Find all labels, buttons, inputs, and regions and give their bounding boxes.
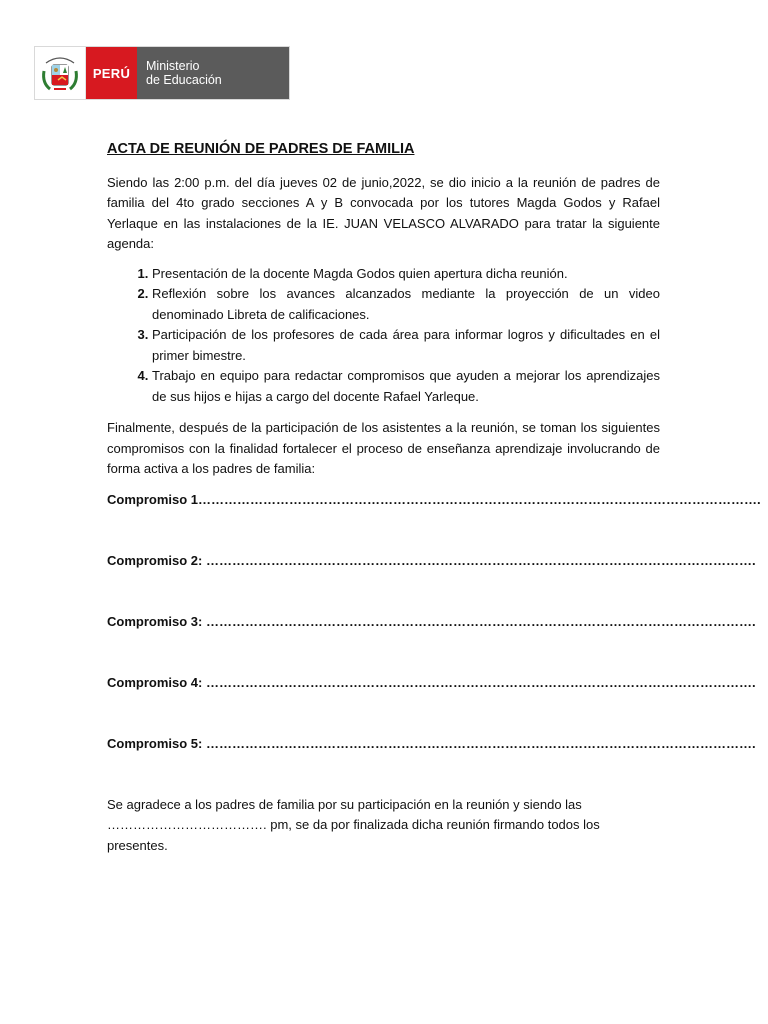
agenda-item: 4. Trabajo en equipo para redactar compromisos que ayuden a mejorar los aprendizajes de sus hijos e hijas a cargo del docente Rafael Yarleque. [152, 366, 660, 407]
closing-line-3: presentes. [107, 837, 168, 853]
agenda-item: 3. Participación de los profesores de cada área para informar logros y dificultades en el primer bimestre. [152, 325, 660, 366]
logo-country-label: PERÚ [86, 47, 137, 99]
intro-paragraph: Siendo las 2:00 p.m. del día jueves 02 de junio,2022, se dio inicio a la reunión de padres de familia del 4to grado secciones A y B convocada por los tutores Magda Godos y Rafael Yerlaque en las instalaciones de la IE. JUAN VELASCO ALVARADO para tratar la siguiente agenda: [107, 174, 660, 251]
final-paragraph: Finalmente, después de la participación de los asistentes a la reunión, se toman los siguientes compromisos con la finalidad fortalecer el proceso de enseñanza aprendizaje involucrando de forma activa a los padres de familia: [107, 420, 660, 476]
document-body [107, 139, 761, 856]
agenda-list [107, 264, 660, 408]
commitment-line-3: Compromiso 3: ………………………………………………………………………………………………………………. [107, 613, 756, 629]
commitment-line-2: Compromiso 2: ………………………………………………………………………………………………………………. [107, 552, 756, 568]
commitment-line-5: Compromiso 5: ………………………………………………………………………………………………………………. [107, 735, 756, 751]
coat-of-arms-icon [35, 47, 86, 99]
ministry-logo [34, 46, 290, 100]
ministry-line-2: de Educación [146, 73, 222, 87]
document-title: ACTA DE REUNIÓN DE PADRES DE FAMILIA [107, 141, 415, 157]
agenda-item: 2. Reflexión sobre los avances alcanzados mediante la proyección de un video denominado Libreta de calificaciones. [152, 284, 660, 325]
closing-line-1: Se agradece a los padres de familia por su participación en la reunión y siendo las [107, 796, 582, 812]
logo-ministry-label [137, 47, 289, 99]
ministry-line-1: Ministerio [146, 59, 200, 73]
commitment-line-4: Compromiso 4: ………………………………………………………………………………………………………………. [107, 674, 756, 690]
closing-line-2: ………………………………. pm, se da por finalizada dicha reunión firmando todos los [107, 817, 600, 832]
agenda-item: 1. Presentación de la docente Magda Godos quien apertura dicha reunión. [152, 264, 660, 285]
closing-paragraph [107, 795, 660, 857]
commitment-line-1: Compromiso 1…………………………………………………………………………………………………………………. [107, 491, 761, 507]
